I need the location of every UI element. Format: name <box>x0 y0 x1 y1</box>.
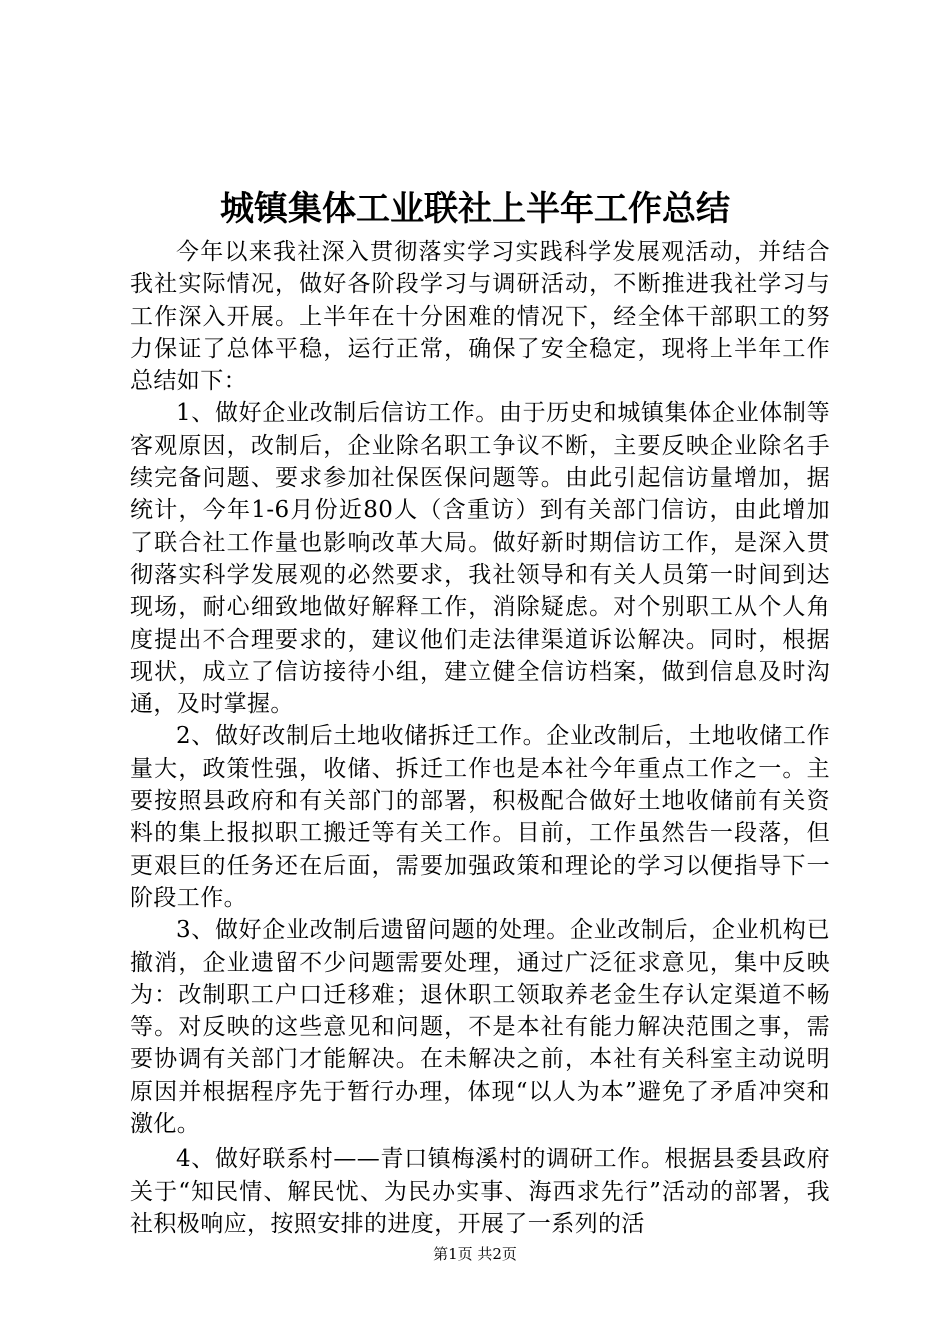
page-footer <box>0 1244 950 1264</box>
paragraph-intro: 今年以来我社深入贯彻落实学习实践科学发展观活动，并结合我社实际情况，做好各阶段学习与调研活动，不断推进我社学习与工作深入开展。上半年在十分困难的情况下，经全体干部职工的努力保证了总体平稳，运行正常，确保了安全稳定，现将上半年工作总结如下： <box>130 239 830 395</box>
page-number: 第1页 <box>433 1245 473 1263</box>
document-body <box>130 236 830 1240</box>
page-total: 共2页 <box>477 1245 517 1263</box>
paragraph-item-4: 4、做好联系村——青口镇梅溪村的调研工作。根据县委县政府关于“知民情、解民忧、为民办实事、海西求先行”活动的部署，我社积极响应，按照安排的进度，开展了一系列的活 <box>130 1146 830 1237</box>
paragraph-item-3: 3、做好企业改制后遗留问题的处理。企业改制后，企业机构已撤消，企业遗留不少问题需要处理，通过广泛征求意见，集中反映为：改制职工户口迁移难；退休职工领取养老金生存认定渠道不畅等。对反映的这些意见和问题，不是本社有能力解决范围之事，需要协调有关部门才能解决。在未解决之前，本社有关科室主动说明原因并根据程序先于暂行办理，体现“以人为本”避免了矛盾冲突和激化。 <box>130 917 830 1138</box>
document-title: 城镇集体工业联社上半年工作总结 <box>220 189 730 229</box>
paragraph-item-2: 2、做好改制后土地收储拆迁工作。企业改制后，土地收储工作量大，政策性强，收储、拆迁工作也是本社今年重点工作之一。主要按照县政府和有关部门的部署，积极配合做好土地收储前有关资料的集上报拟职工搬迁等有关工作。目前，工作虽然告一段落，但更艰巨的任务还在后面，需要加强政策和理论的学习以便指导下一阶段工作。 <box>130 723 830 911</box>
paragraph-item-1: 1、做好企业改制后信访工作。由于历史和城镇集体企业体制等客观原因，改制后，企业除名职工争议不断，主要反映企业除名手续完备问题、要求参加社保医保问题等。由此引起信访量增加，据统计，今年1-6月份近80人（含重访）到有关部门信访，由此增加了联合社工作量也影响改革大局。做好新时期信访工作，是深入贯彻落实科学发展观的必然要求，我社领导和有关人员第一时间到达现场，耐心细致地做好解释工作，消除疑虑。对个别职工从个人角度提出不合理要求的，建议他们走法律渠道诉讼解决。同时，根据现状，成立了信访接待小组，建立健全信访档案，做到信息及时沟通，及时掌握。 <box>130 400 830 718</box>
